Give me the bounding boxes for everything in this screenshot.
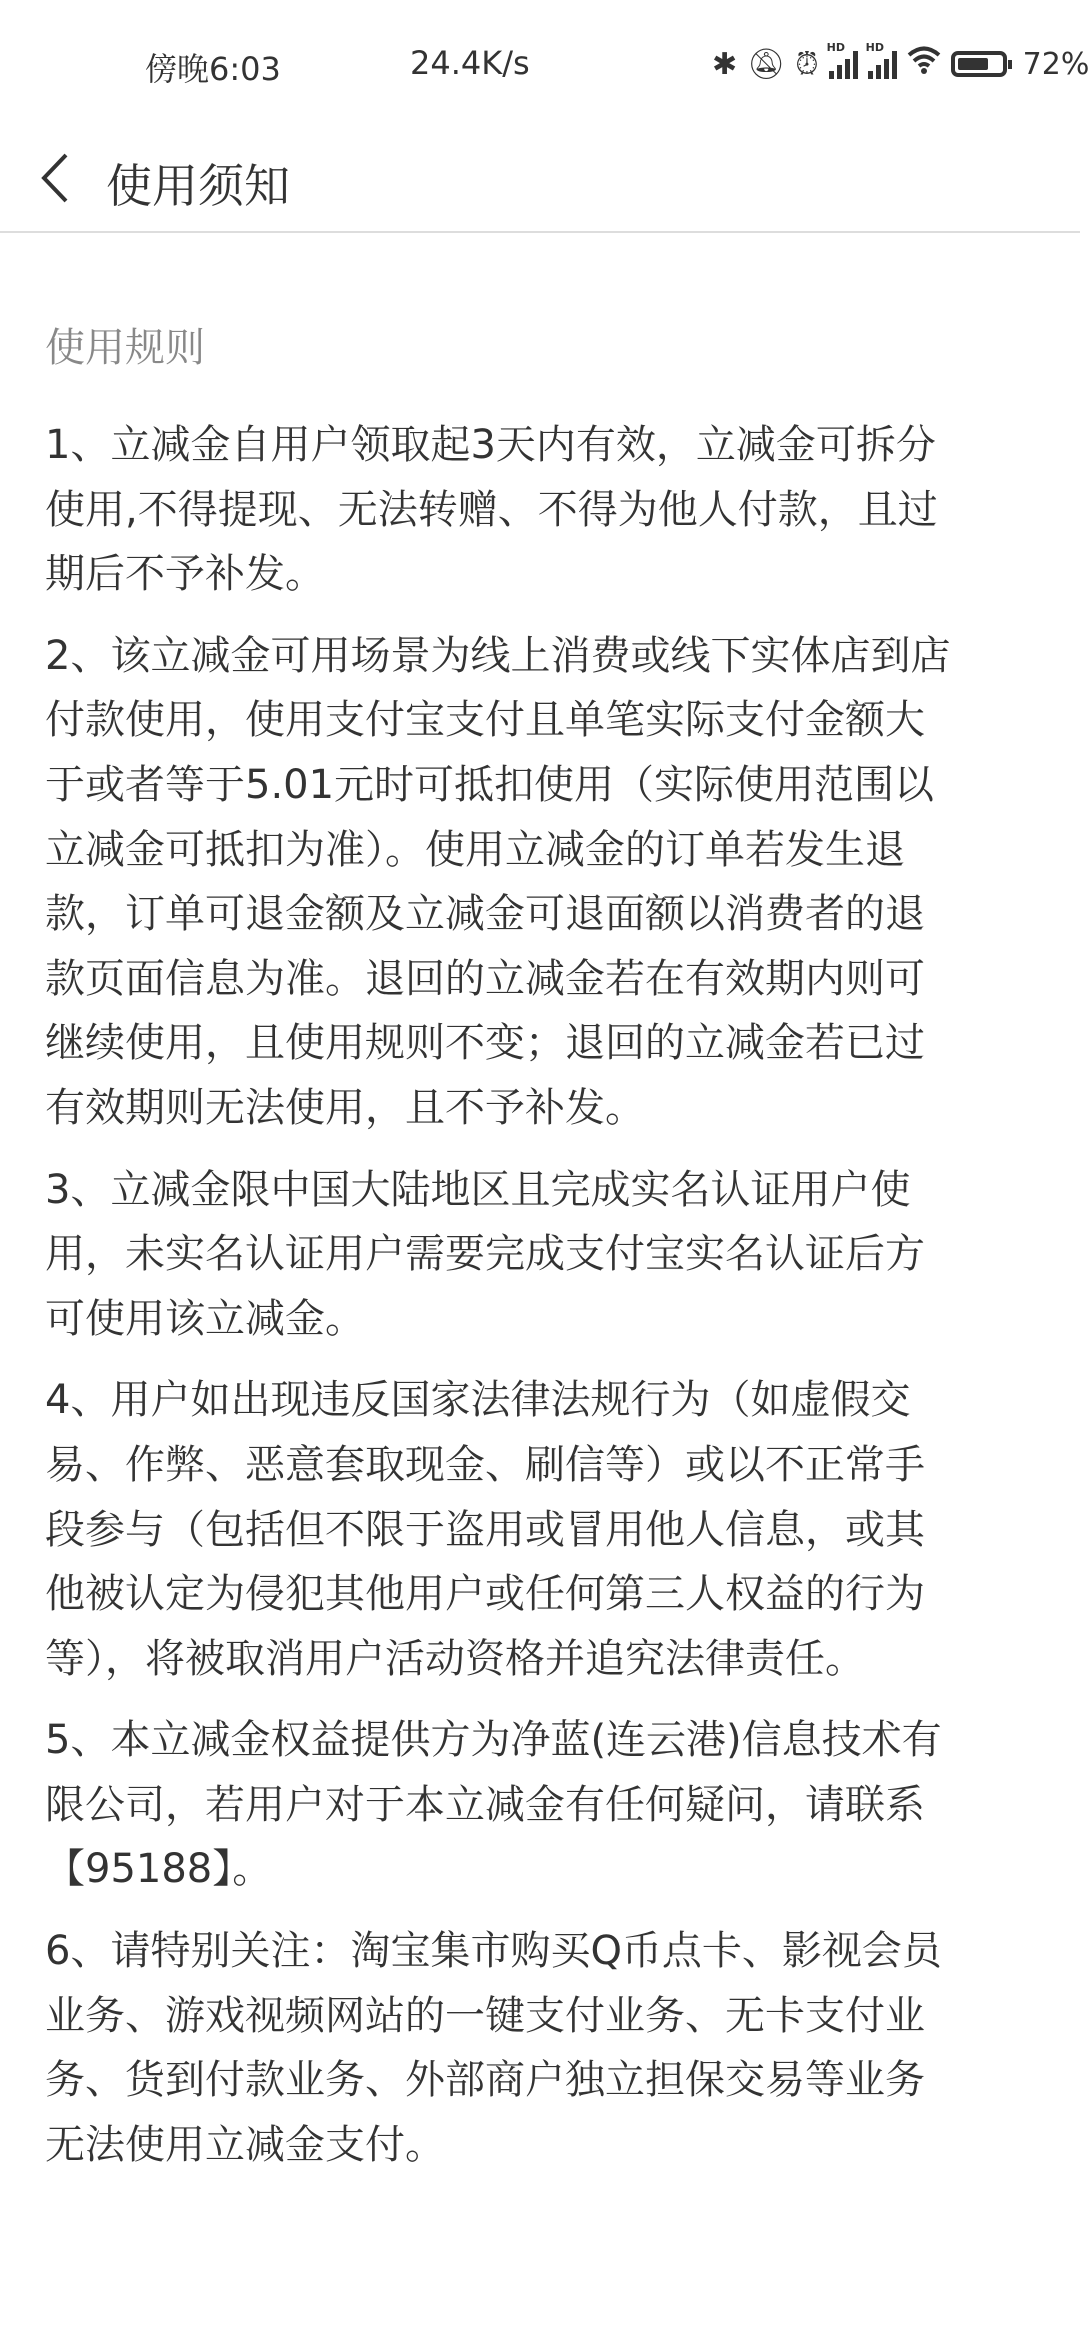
rule-line: 可使用该立减金。 [45, 1295, 365, 1342]
rule-paragraph [45, 1158, 1050, 1352]
rule-paragraph [45, 1919, 1050, 2177]
chevron-left-icon [30, 138, 90, 218]
rule-line: 业务、游戏视频网站的一键支付业务、无卡支付业 [45, 1992, 925, 2039]
rule-line: 有效期则无法使用，且不予补发。 [45, 1084, 645, 1131]
back-button[interactable] [30, 138, 90, 218]
app-header [0, 130, 1080, 233]
rule-paragraph [45, 624, 1050, 1141]
rule-line: 务、货到付款业务、外部商户独立担保交易等业务 [45, 2057, 925, 2104]
battery-icon [951, 51, 1007, 77]
rule-line: 等），将被取消用户活动资格并追究法律责任。 [45, 1635, 865, 1682]
network-speed: 24.4K/s [410, 44, 530, 82]
mute-icon: 🔕︎ [747, 46, 786, 82]
rule-line: 1、立减金自用户领取起3天内有效，立减金可拆分 [45, 422, 936, 468]
rule-line: 款页面信息为准。退回的立减金若在有效期内则可 [45, 955, 925, 1002]
status-time: 傍晚6:03 [145, 50, 281, 88]
section-title: 使用规则 [45, 325, 205, 371]
page-title: 使用须知 [106, 159, 290, 213]
status-bar [0, 0, 1089, 130]
rule-line: 段参与（包括但不限于盗用或冒用他人信息，或其 [45, 1506, 925, 1553]
battery-percent: 72% [1022, 46, 1089, 82]
rule-line: 3、立减金限中国大陆地区且完成实名认证用户使 [45, 1166, 911, 1213]
wifi-icon [907, 45, 941, 83]
rule-line: 款，订单可退金额及立减金可退面额以消费者的退 [45, 891, 925, 938]
rule-line: 于或者等于5.01元时可抵扣使用（实际使用范围以 [45, 761, 935, 808]
rule-paragraph [45, 1368, 1050, 1691]
rule-line: 限公司，若用户对于本立减金有任何疑问，请联系 [45, 1781, 925, 1828]
rule-line: 无法使用立减金支付。 [45, 2121, 445, 2168]
rules-content [45, 318, 1050, 2194]
rule-line: 易、作弊、恶意套取现金、刷信等）或以不正常手 [45, 1441, 925, 1488]
alarm-icon: ⏰︎ [795, 46, 819, 82]
bluetooth-icon: ✱ [712, 46, 738, 82]
rule-line: 【95188】。 [45, 1846, 273, 1893]
rule-line: 继续使用，且使用规则不变；退回的立减金若已过 [45, 1020, 925, 1067]
rule-paragraph [45, 1708, 1050, 1902]
rule-line: 立减金可抵扣为准）。使用立减金的订单若发生退 [45, 826, 905, 873]
rule-line: 他被认定为侵犯其他用户或任何第三人权益的行为 [45, 1571, 925, 1618]
rule-paragraph [45, 413, 1050, 607]
signal-hd-icon: HD [868, 49, 897, 79]
rule-line: 4、用户如出现违反国家法律法规行为（如虚假交 [45, 1377, 911, 1424]
signal-hd-icon: HD [829, 49, 858, 79]
rule-line: 使用,不得提现、无法转赠、不得为他人付款，且过 [45, 486, 938, 533]
rule-line: 2、该立减金可用场景为线上消费或线下实体店到店 [45, 632, 951, 679]
rule-line: 6、请特别关注：淘宝集市购买Q币点卡、影视会员 [45, 1928, 942, 1975]
rule-line: 用，未实名认证用户需要完成支付宝实名认证后方 [45, 1231, 925, 1278]
rule-line: 5、本立减金权益提供方为净蓝(连云港)信息技术有 [45, 1717, 942, 1764]
rule-line: 付款使用，使用支付宝支付且单笔实际支付金额大 [45, 697, 925, 744]
rule-line: 期后不予补发。 [45, 551, 325, 598]
status-icons [712, 41, 1089, 84]
